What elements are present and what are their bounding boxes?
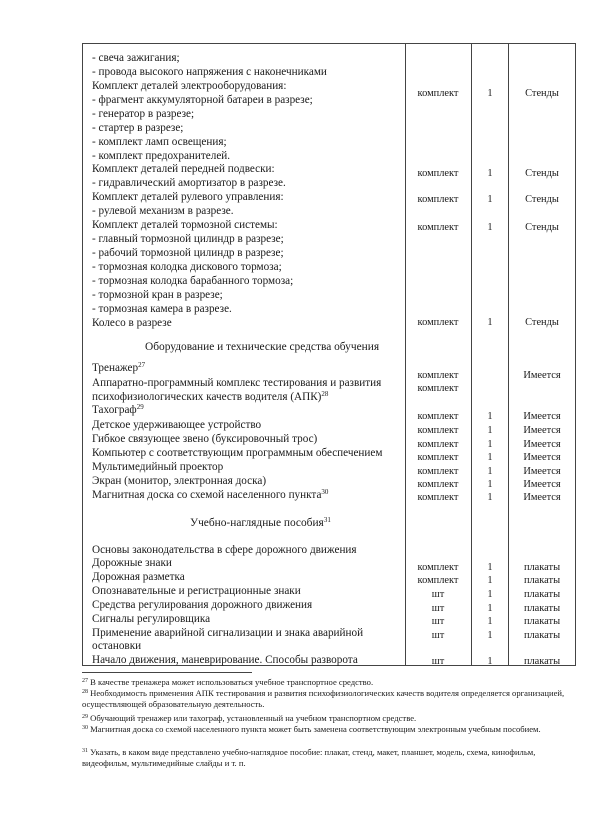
- footnote-number: 30: [82, 725, 88, 731]
- quantity-cell: 1: [487, 630, 493, 641]
- item-text: Экран (монитор, электронная доска): [92, 475, 267, 487]
- item-text: Средства регулирования дорожного движения: [92, 599, 313, 611]
- footnote-number: 27: [82, 678, 88, 684]
- item-row: [92, 544, 357, 557]
- note-cell: плакаты: [523, 616, 561, 627]
- item-text: Начало движения, маневрирование. Способы разворота: [92, 654, 358, 666]
- item-text: - гидравлический амортизатор в разрезе.: [92, 177, 286, 189]
- footnote-ref: 31: [323, 516, 331, 524]
- item-row: [92, 391, 328, 404]
- item-text: - рулевой механизм в разрезе.: [92, 205, 234, 217]
- item-row: [92, 599, 312, 612]
- item-text: Аппаратно-программный комплекс тестирования и развития: [92, 377, 382, 389]
- item-text: - тормозная камера в разрезе.: [92, 303, 232, 315]
- item-text: Сигналы регулировщика: [92, 613, 211, 625]
- footnote: [82, 677, 577, 688]
- item-row: [92, 654, 358, 667]
- table-left-border: [82, 43, 83, 665]
- item-text: - фрагмент аккумуляторной батареи в разрезе;: [92, 94, 313, 106]
- footnote-text: Указать, в каком виде представлено учебно-наглядное пособие: плакат, стенд, макет, планшет, модель, схема, кинофильм, видеофильм, мультимедийные слайды и т. п.: [82, 747, 536, 768]
- item-row: [92, 94, 313, 107]
- item-text: Колесо в разрезе: [92, 317, 172, 329]
- item-row: [92, 261, 282, 274]
- item-text: - провода высокого напряжения с наконечниками: [92, 66, 327, 78]
- item-text: остановки: [92, 640, 142, 652]
- footnote-separator: [82, 672, 252, 673]
- item-row: [92, 80, 286, 93]
- footnote-ref: 29: [136, 403, 144, 411]
- item-text: - тормозная колодка барабанного тормоза;: [92, 275, 294, 287]
- note-cell: Стенды: [525, 168, 559, 179]
- item-text: - главный тормозной цилиндр в разрезе;: [92, 233, 284, 245]
- item-text: Гибкое связующее звено (буксировочный трос): [92, 433, 318, 445]
- note-cell: Стенды: [525, 88, 559, 99]
- unit-cell: комплект: [417, 222, 459, 233]
- unit-cell: комплект: [417, 88, 459, 99]
- quantity-cell: 1: [487, 88, 493, 99]
- table-right-border: [575, 43, 576, 665]
- item-text: Тренажер: [92, 362, 139, 374]
- note-cell: Имеется: [523, 452, 561, 463]
- note-cell: плакаты: [523, 562, 561, 573]
- unit-cell: комплект: [417, 370, 459, 381]
- quantity-cell: 1: [487, 452, 493, 463]
- item-row: [92, 177, 286, 190]
- quantity-cell: 1: [487, 439, 493, 450]
- footnote-text: Необходимость применения АПК тестирования и развития психофизиологических качеств водителя определяется организацией, осуществляющей образовательную деятельность.: [82, 688, 565, 709]
- item-row: [92, 136, 227, 149]
- footnote-number: 28: [82, 689, 88, 695]
- item-row: [92, 150, 230, 163]
- item-text: Тахограф: [92, 404, 137, 416]
- item-row: [92, 163, 275, 176]
- item-text: Дорожная разметка: [92, 571, 185, 583]
- item-row: [92, 571, 185, 584]
- item-text: - тормозной кран в разрезе;: [92, 289, 223, 301]
- quantity-cell: 1: [487, 194, 493, 205]
- item-row: [92, 461, 223, 474]
- item-row: [92, 219, 278, 232]
- item-row: [92, 404, 144, 417]
- item-text: - комплект предохранителей.: [92, 150, 231, 162]
- item-row: [92, 289, 223, 302]
- footnote-number: 29: [82, 714, 88, 720]
- item-text: - генератор в разрезе;: [92, 108, 195, 120]
- item-text: Мультимедийный проектор: [92, 461, 224, 473]
- unit-cell: комплект: [417, 439, 459, 450]
- quantity-cell: 1: [487, 425, 493, 436]
- unit-cell: комплект: [417, 575, 459, 586]
- item-text: Комплект деталей электрооборудования:: [92, 80, 287, 92]
- note-cell: Стенды: [525, 222, 559, 233]
- unit-cell: комплект: [417, 168, 459, 179]
- footnote: [82, 747, 577, 769]
- footnote: [82, 688, 577, 710]
- item-row: [92, 303, 232, 316]
- item-row: [92, 613, 210, 626]
- item-row: [92, 640, 141, 653]
- item-row: [92, 377, 381, 390]
- quantity-cell: 1: [487, 562, 493, 573]
- item-text: Компьютер с соответствующим программным обеспечением: [92, 447, 383, 459]
- quantity-cell: 1: [487, 492, 493, 503]
- item-row: [92, 108, 194, 121]
- footnote-text: Обучающий тренажер или тахограф, установленный на учебном транспортном средстве.: [88, 713, 417, 723]
- item-row: [92, 447, 382, 460]
- item-row: [92, 205, 234, 218]
- note-cell: Имеется: [523, 466, 561, 477]
- note-cell: Имеется: [523, 425, 561, 436]
- item-row: [92, 433, 317, 446]
- item-row: [92, 585, 301, 598]
- footnote-ref: 30: [321, 488, 329, 496]
- item-row: [92, 475, 266, 488]
- quantity-cell: 1: [487, 575, 493, 586]
- item-row: [92, 191, 284, 204]
- unit-cell: комплект: [417, 452, 459, 463]
- item-text: - стартер в разрезе;: [92, 122, 184, 134]
- item-text: Комплект деталей рулевого управления:: [92, 191, 284, 203]
- item-text: Комплект деталей передней подвески:: [92, 163, 275, 175]
- unit-cell: шт: [431, 616, 445, 627]
- quantity-cell: 1: [487, 466, 493, 477]
- quantity-cell: 1: [487, 656, 493, 667]
- unit-cell: шт: [431, 656, 445, 667]
- footnote-text: В качестве тренажера может использоваться учебное транспортное средство.: [88, 677, 374, 687]
- item-row: [92, 419, 261, 432]
- table-top-border: [82, 43, 576, 44]
- unit-cell: комплект: [417, 562, 459, 573]
- note-cell: Имеется: [523, 492, 561, 503]
- quantity-cell: 1: [487, 479, 493, 490]
- item-text: Магнитная доска со схемой населенного пункта: [92, 489, 322, 501]
- quantity-cell: 1: [487, 222, 493, 233]
- quantity-cell: 1: [487, 603, 493, 614]
- item-row: [92, 627, 363, 640]
- item-row: [92, 362, 145, 375]
- item-text: Опознавательные и регистрационные знаки: [92, 585, 301, 597]
- note-cell: Стенды: [525, 194, 559, 205]
- footnote: [82, 724, 577, 735]
- footnote-text: Магнитная доска со схемой населенного пункта может быть заменена соответствующим электронным учебным пособием.: [88, 724, 541, 734]
- item-row: [92, 66, 327, 79]
- unit-cell: шт: [431, 630, 445, 641]
- quantity-cell: 1: [487, 411, 493, 422]
- item-text: - свеча зажигания;: [92, 52, 180, 64]
- unit-cell: комплект: [417, 425, 459, 436]
- item-row: [92, 52, 180, 65]
- section-header-equipment: Оборудование и технические средства обучения: [145, 341, 380, 353]
- note-cell: плакаты: [523, 656, 561, 667]
- item-text: - комплект ламп освещения;: [92, 136, 227, 148]
- item-row: [92, 317, 172, 330]
- section-header-manuals: [190, 516, 331, 530]
- item-row: [92, 233, 284, 246]
- item-text: Детское удерживающее устройство: [92, 419, 262, 431]
- unit-cell: шт: [431, 589, 445, 600]
- item-text: - рабочий тормозной цилиндр в разрезе;: [92, 247, 284, 259]
- item-row: [92, 489, 328, 502]
- quantity-cell: 1: [487, 317, 493, 328]
- note-cell: плакаты: [523, 575, 561, 586]
- item-row: [92, 275, 293, 288]
- footnote-number: 31: [82, 748, 88, 754]
- note-cell: плакаты: [523, 589, 561, 600]
- note-cell: Стенды: [525, 317, 559, 328]
- item-text: Комплект деталей тормозной системы:: [92, 219, 278, 231]
- note-cell: Имеется: [523, 370, 561, 381]
- quantity-cell: 1: [487, 589, 493, 600]
- item-row: [92, 247, 284, 260]
- note-cell: Имеется: [523, 411, 561, 422]
- unit-cell: комплект: [417, 317, 459, 328]
- footnote-ref: 27: [138, 361, 146, 369]
- unit-cell: комплект: [417, 466, 459, 477]
- footnote: [82, 713, 577, 724]
- unit-cell: комплект: [417, 479, 459, 490]
- item-text: психофизиологических качеств водителя (АПК): [92, 391, 322, 403]
- unit-cell: комплект: [417, 383, 459, 394]
- note-cell: Имеется: [523, 439, 561, 450]
- item-text: Применение аварийной сигнализации и знака аварийной: [92, 627, 364, 639]
- note-cell: Имеется: [523, 479, 561, 490]
- quantity-cell: 1: [487, 616, 493, 627]
- unit-cell: шт: [431, 603, 445, 614]
- unit-cell: комплект: [417, 411, 459, 422]
- footnote-ref: 28: [321, 390, 329, 398]
- item-text: Дорожные знаки: [92, 557, 172, 569]
- quantity-cell: 1: [487, 168, 493, 179]
- item-text: - тормозная колодка дискового тормоза;: [92, 261, 282, 273]
- note-cell: плакаты: [523, 603, 561, 614]
- unit-cell: комплект: [417, 492, 459, 503]
- note-cell: плакаты: [523, 630, 561, 641]
- item-row: [92, 122, 183, 135]
- section-header-manuals-text: Учебно-наглядные пособия: [190, 517, 324, 529]
- item-text: Основы законодательства в сфере дорожного движения: [92, 544, 357, 556]
- unit-cell: комплект: [417, 194, 459, 205]
- item-row: [92, 557, 172, 570]
